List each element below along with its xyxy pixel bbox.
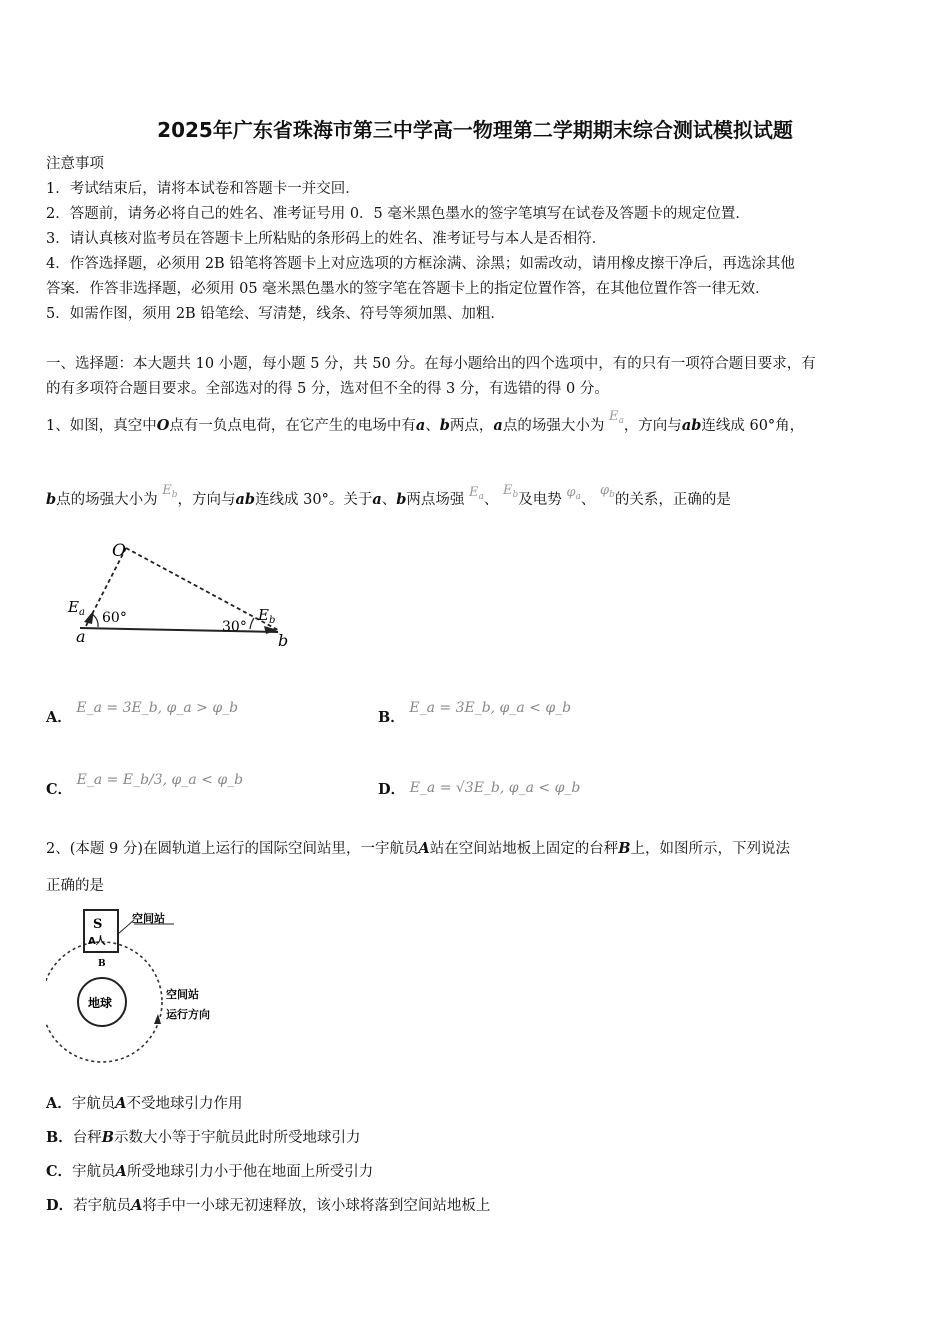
q2-stem-line1: 2、(本题 9 分)在圆轨道上运行的国际空间站里，一宇航员A站在空间站地板上固定的台秤B上，如图所示，下列说法: [46, 840, 791, 857]
q1-option-b[interactable]: B． E_a = 3E_b, φ_a < φ_b: [378, 700, 572, 726]
q1-dashed-line-Ob: [126, 548, 278, 630]
q1-stem-line2: b点的场强大小为 $E_b$，方向与ab连线成 30°。关于a、b两点场强 $E_a$、 $E_b$及电势 $\varphi_a$、 $\varphi_b$的关系，正确的是: [46, 483, 731, 508]
q1-label-30: 30°: [222, 619, 247, 635]
q1-line-ab: [80, 628, 278, 632]
q2-option-b[interactable]: B．台秤B示数大小等于宇航员此时所受地球引力: [46, 1129, 361, 1146]
q2-station-label: 空间站: [132, 912, 165, 925]
q2-option-c[interactable]: C．宇航员A所受地球引力小于他在地面上所受引力: [46, 1163, 374, 1180]
q1-label-O: O: [112, 541, 126, 561]
q1-label-60: 60°: [102, 610, 127, 626]
q2-dir-label-1: 空间站: [166, 988, 199, 1001]
q1-arrow-Ea: [84, 610, 94, 624]
section-instructions-line1: 一、选择题：本大题共 10 小题，每小题 5 分，共 50 分。在每小题给出的四个选项中，有的只有一项符合题目要求，有: [46, 356, 816, 372]
q2-dir-label-2: 运行方向: [166, 1008, 210, 1021]
q2-option-a[interactable]: A．宇航员A不受地球引力作用: [46, 1095, 243, 1112]
q1-label-b: b: [278, 631, 289, 650]
section-instructions-line2: 的有多项符合题目要求。全部选对的得 5 分，选对但不全的得 3 分，有选错的得 0 分。: [46, 381, 609, 397]
q2-label-B: B: [98, 959, 106, 969]
page-title: 2025年广东省珠海市第三中学高一物理第二学期期末综合测试模拟试题: [157, 118, 793, 142]
q2-space-station-figure: [46, 906, 246, 1066]
q1-option-c[interactable]: C． E_a = E_b/3, φ_a < φ_b: [46, 772, 244, 798]
q1-label-a: a: [76, 627, 86, 646]
q2-stem-line2: 正确的是: [46, 878, 104, 894]
notice-item-3: 3．请认真核对监考员在答题卡上所粘贴的条形码上的姓名、准考证号与本人是否相符．: [46, 231, 607, 247]
q1-option-d[interactable]: D． E_a = √3E_b, φ_a < φ_b: [378, 780, 581, 798]
notice-heading: 注意事项: [46, 156, 104, 172]
q2-earth-label: 地球: [88, 996, 113, 1010]
q2-label-S: S: [93, 917, 103, 932]
q2-label-A: A人: [88, 936, 106, 947]
q1-option-a[interactable]: A． E_a = 3E_b, φ_a > φ_b: [46, 700, 239, 726]
notice-item-5: 5．如需作图，须用 2B 铅笔绘、写清楚，线条、符号等须加黑、加粗．: [46, 306, 505, 322]
q1-triangle-figure: [46, 530, 316, 660]
notice-item-1: 1．考试结束后，请将本试卷和答题卡一并交回．: [46, 181, 360, 197]
notice-item-4-cont: 答案．作答非选择题，必须用 05 毫米黑色墨水的签字笔在答题卡上的指定位置作答，在其他位置作答一律无效．: [46, 281, 770, 297]
q2-option-d[interactable]: D．若宇航员A将手中一小球无初速释放，该小球将落到空间站地板上: [46, 1197, 491, 1214]
q1-arc-30: [250, 618, 254, 629]
notice-item-4: 4．作答选择题，必须用 2B 铅笔将答题卡上对应选项的方框涂满、涂黑；如需改动，请用橡皮擦干净后，再选涂其他: [46, 256, 795, 272]
notice-item-2: 2．答题前，请务必将自己的姓名、准考证号用 0．5 毫米黑色墨水的签字笔填写在试卷及答题卡的规定位置．: [46, 206, 750, 222]
q1-stem-line1: 1、如图，真空中O点有一负点电荷，在它产生的电场中有a、b两点，a点的场强大小为 $E_a$，方向与ab连线成 60°角，: [46, 409, 805, 434]
q1-label-Ea: $E_a$: [68, 598, 85, 618]
q1-label-Eb: $E_b$: [258, 606, 276, 626]
